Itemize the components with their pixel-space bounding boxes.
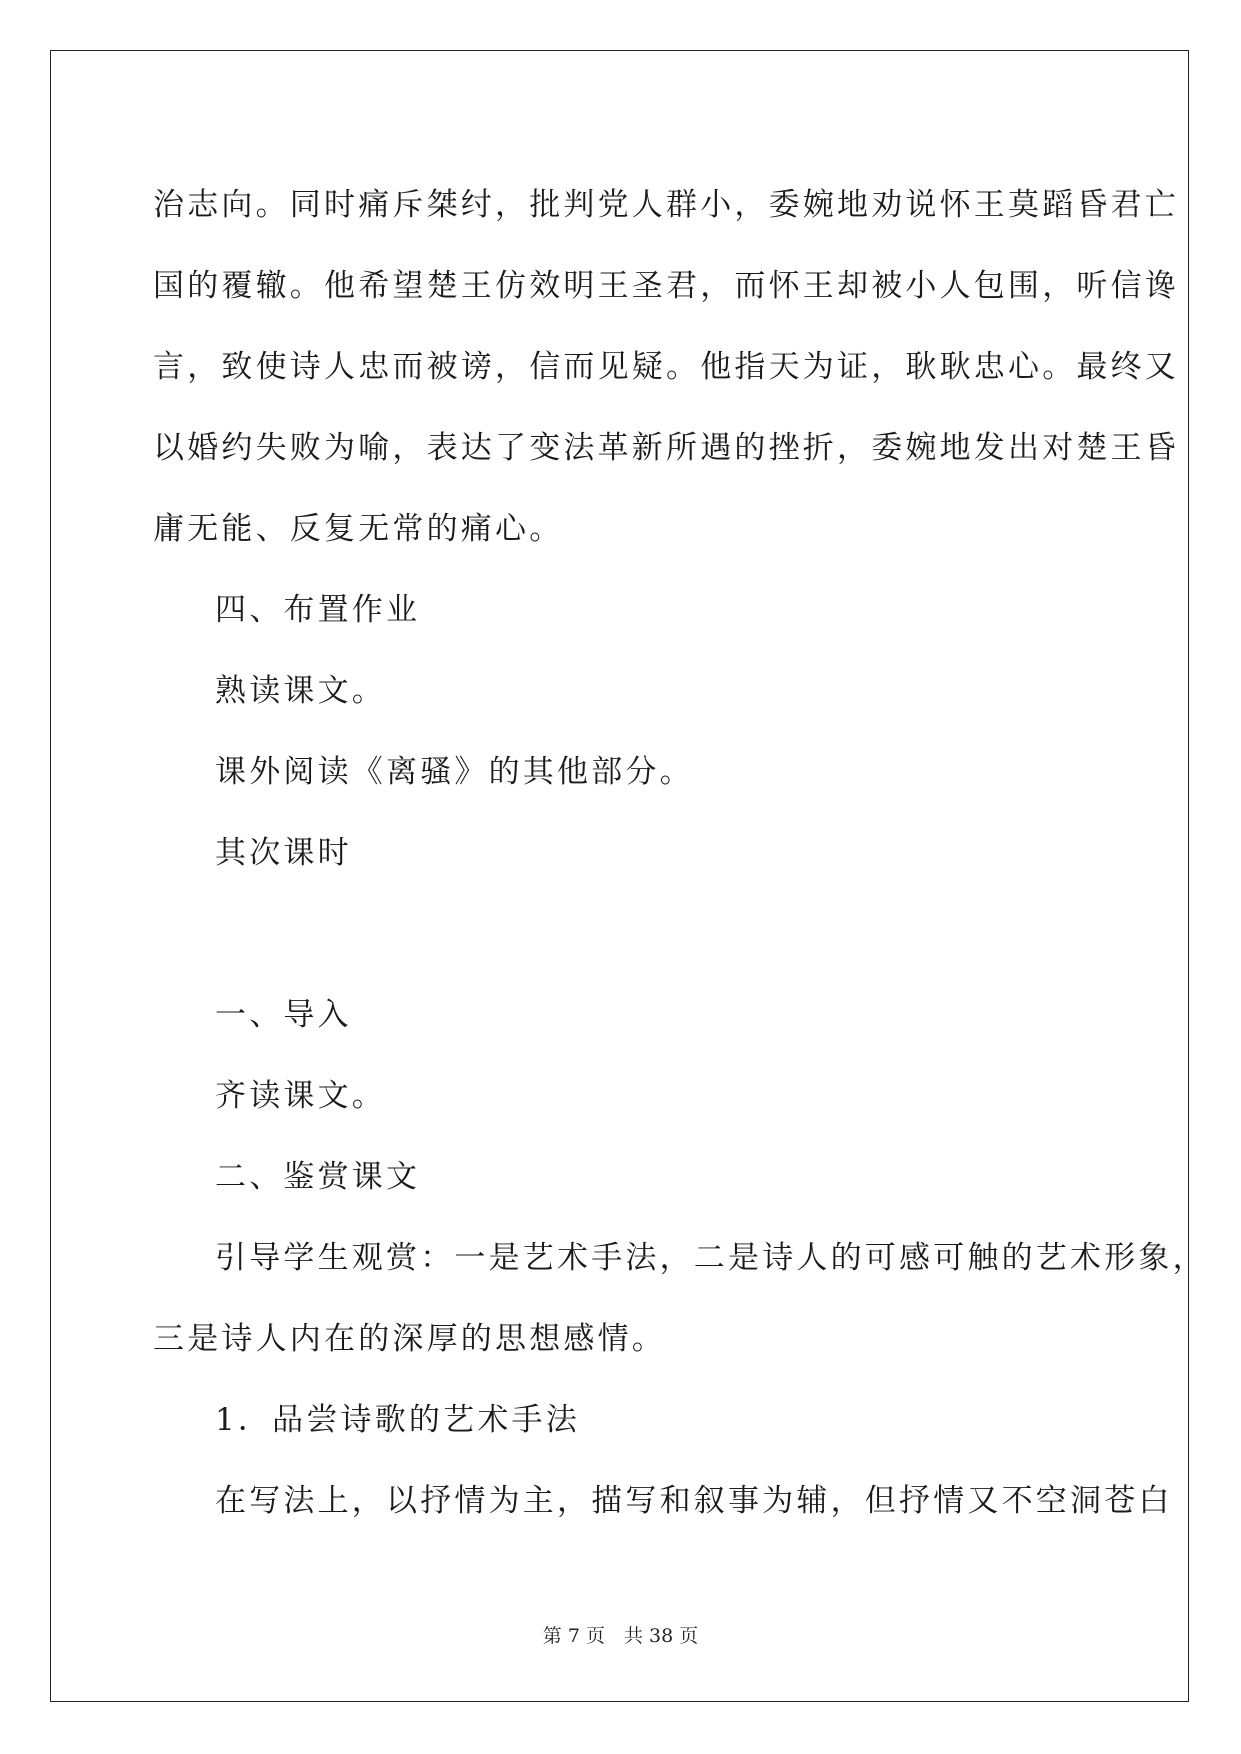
page-number-footer: 第 7 页 共 38 页	[542, 1625, 699, 1647]
paragraph-line: 在写法上，以抒情为主，描写和叙事为辅，但抒情又不空洞苍白	[215, 1483, 1173, 1519]
section-heading-appreciation: 二、鉴赏课文	[215, 1159, 421, 1195]
paragraph-line: 以婚约失败为喻，表达了变法革新所遇的挫折，委婉地发出对楚王昏	[153, 430, 1179, 466]
section-heading-second-lesson: 其次课时	[215, 835, 352, 871]
document-body	[153, 165, 1207, 1542]
paragraph-line: 熟读课文。	[215, 673, 386, 709]
paragraph-line: 课外阅读《离骚》的其他部分。	[215, 754, 694, 790]
paragraph-line: 引导学生观赏：一是艺术手法，二是诗人的可感可触的艺术形象，	[215, 1240, 1207, 1276]
paragraph-line: 治志向。同时痛斥桀纣，批判党人群小，委婉地劝说怀王莫蹈昏君亡	[153, 187, 1179, 223]
paragraph-line: 庸无能、反复无常的痛心。	[153, 511, 564, 547]
paragraph-line: 齐读课文。	[215, 1078, 386, 1114]
section-heading-homework: 四、布置作业	[215, 592, 421, 628]
blank-gap	[153, 894, 1093, 975]
paragraph-line: 言，致使诗人忠而被谤，信而见疑。他指天为证，耿耿忠心。最终又	[153, 349, 1179, 385]
paragraph-line: 国的覆辙。他希望楚王仿效明王圣君，而怀王却被小人包围，听信谗	[153, 268, 1179, 304]
section-heading-intro: 一、导入	[215, 997, 352, 1033]
paragraph-line: 三是诗人内在的深厚的思想感情。	[153, 1321, 666, 1357]
subsection-heading-art-techniques: 1．品尝诗歌的艺术手法	[215, 1402, 580, 1438]
